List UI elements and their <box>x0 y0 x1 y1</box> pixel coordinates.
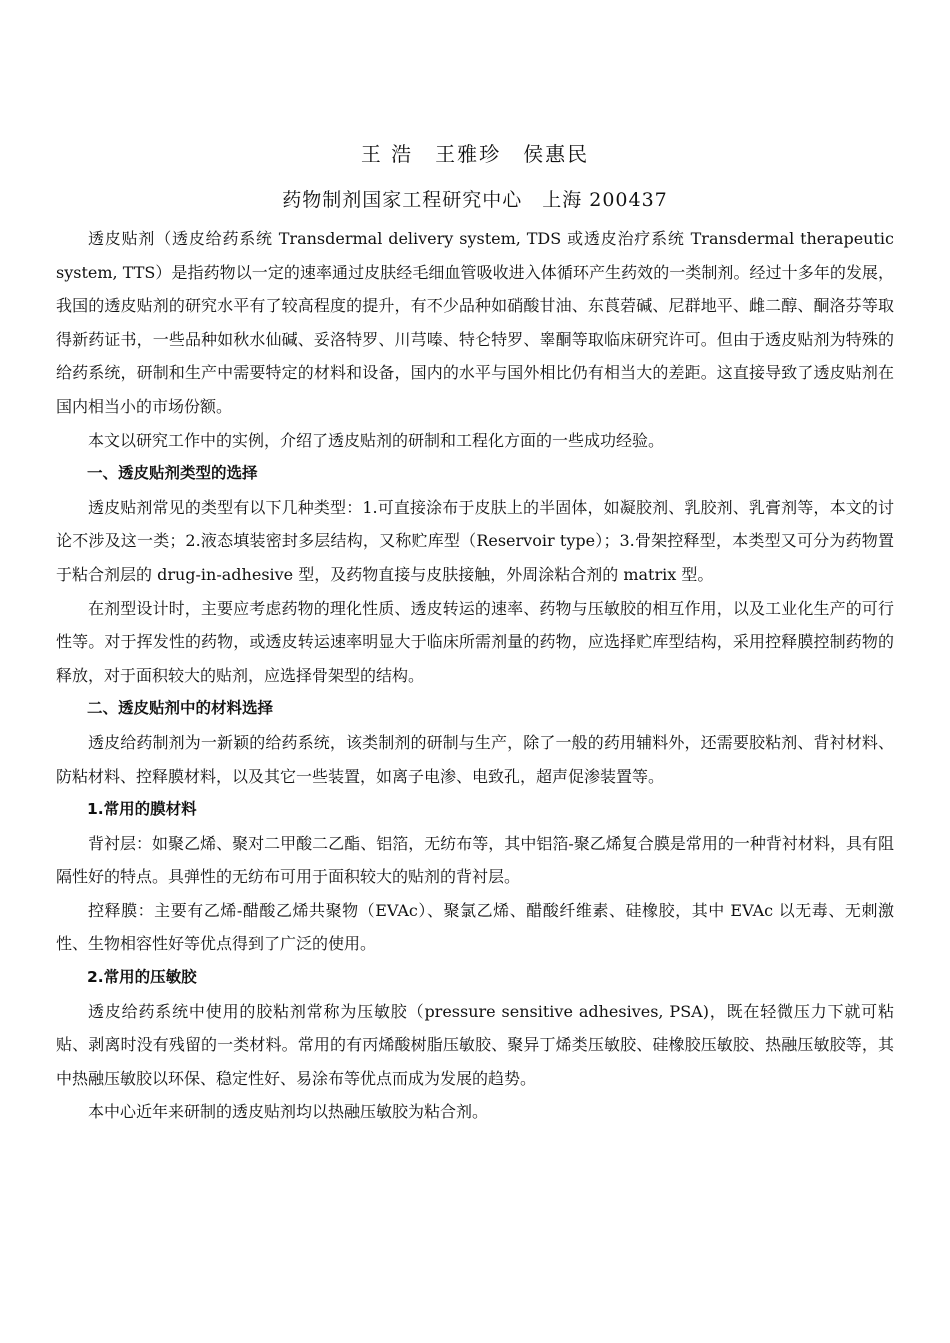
subsection-2-paragraph-2: 本中心近年来研制的透皮贴剂均以热融压敏胶为粘合剂。 <box>88 1102 489 1122</box>
author-list: 王 浩 王雅珍 侯惠民 <box>360 142 590 166</box>
subsection-heading-1: 1.常用的膜材料 <box>87 800 197 819</box>
document-page <box>56 138 894 1129</box>
intro-paragraph-2: 本文以研究工作中的实例，介绍了透皮贴剂的研制和工程化方面的一些成功经验。 <box>88 430 665 450</box>
subsection-2-paragraph-1: 透皮给药系统中使用的胶粘剂常称为压敏胶（pressure sensitive adhesives, PSA)，既在轻微压力下就可粘贴、剥离时没有残留的一类材料。常用的有丙烯酸树脂压敏胶、聚异丁烯类压敏胶、硅橡胶压敏胶、热融压敏胶等，其中热融压敏胶以环保、稳定性好、易涂布等优点而成为发展的趋势。 <box>56 1001 894 1088</box>
affiliation-line: 药物制剂国家工程研究中心 上海 200437 <box>282 189 668 211</box>
section-heading-1: 一、透皮贴剂类型的选择 <box>87 464 258 483</box>
section-heading-2: 二、透皮贴剂中的材料选择 <box>87 699 274 718</box>
section-1-paragraph-1: 透皮贴剂常见的类型有以下几种类型：1.可直接涂布于皮肤上的半固体，如凝胶剂、乳胶剂、乳膏剂等，本文的讨论不涉及这一类；2.液态填装密封多层结构，又称贮库型（Reservoir type）；3.骨架控释型，本类型又可分为药物置于粘合剂层的 drug-in-adhesive 型，及药物直接与皮肤接触，外周涂粘合剂的 matrix 型。 <box>56 497 894 584</box>
subsection-heading-2: 2.常用的压敏胶 <box>87 968 197 987</box>
subsection-1-paragraph-2: 控释膜：主要有乙烯-醋酸乙烯共聚物（EVAc）、聚氯乙烯、醋酸纤维素、硅橡胶，其中 EVAc 以无毒、无刺激性、生物相容性好等优点得到了广泛的使用。 <box>56 900 894 954</box>
section-2-paragraph-1: 透皮给药制剂为一新颖的给药系统，该类制剂的研制与生产，除了一般的药用辅料外，还需要胶粘剂、背衬材料、防粘材料、控释膜材料，以及其它一些装置，如离子电渗、电致孔，超声促渗装置等。 <box>56 732 894 786</box>
subsection-1-paragraph-1: 背衬层：如聚乙烯、聚对二甲酸二乙酯、铝箔，无纺布等，其中铝箔-聚乙烯复合膜是常用的一种背衬材料，具有阻隔性好的特点。具弹性的无纺布可用于面积较大的贴剂的背衬层。 <box>56 833 894 887</box>
section-1-paragraph-2: 在剂型设计时，主要应考虑药物的理化性质、透皮转运的速率、药物与压敏胶的相互作用，以及工业化生产的可行性等。对于挥发性的药物，或透皮转运速率明显大于临床所需剂量的药物，应选择贮库型结构，采用控释膜控制药物的释放，对于面积较大的贴剂，应选择骨架型的结构。 <box>56 598 894 685</box>
intro-paragraph-1: 透皮贴剂（透皮给药系统 Transdermal delivery system, TDS 或透皮治疗系统 Transdermal therapeutic system, TTS）是指药物以一定的速率通过皮肤经毛细血管吸收进入体循环产生药效的一类制剂。经过十多年的发展，我国的透皮贴剂的研究水平有了较高程度的提升，有不少品种如硝酸甘油、东莨菪碱、尼群地平、雌二醇、酮洛芬等取得新药证书，一些品种如秋水仙碱、妥洛特罗、川芎嗪、特仑特罗、睾酮等取临床研究许可。但由于透皮贴剂为特殊的给药系统，研制和生产中需要特定的材料和设备，国内的水平与国外相比仍有相当大的差距。这直接导致了透皮贴剂在国内相当小的市场份额。 <box>56 229 894 416</box>
